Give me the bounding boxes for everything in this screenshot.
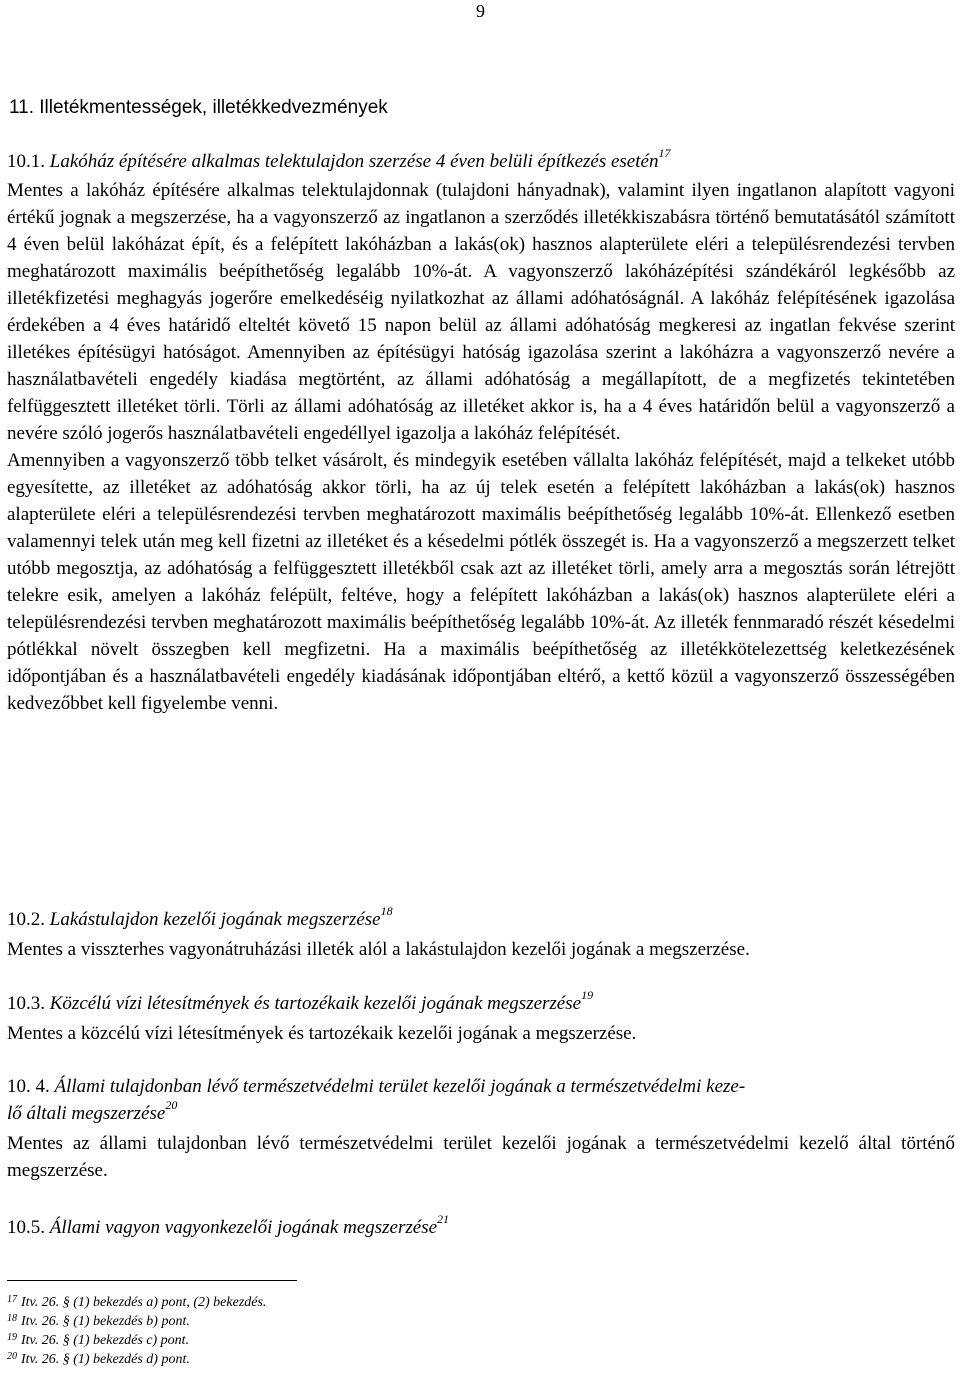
section-heading: lő általi megszerzése <box>7 1103 166 1124</box>
section-body-10-1 <box>7 177 955 717</box>
section-number: 10. 4. <box>7 1076 50 1097</box>
paragraph: Mentes a visszterhes vagyonátruházási illeték alól a lakástulajdon kezelői jogának a megszerzése. <box>7 939 750 960</box>
footnote <box>7 1313 266 1332</box>
footnote-number: 18 <box>7 1313 17 1324</box>
page-number: 9 <box>476 1 485 21</box>
paragraph: Mentes a közcélú vízi létesítmények és tartozékaik kezelői jogának a megszerzése. <box>7 1023 637 1044</box>
footnote-ref: 21 <box>437 1212 450 1226</box>
section-heading: Állami vagyon vagyonkezelői jogának megszerzése <box>49 1217 438 1238</box>
footnote <box>7 1332 266 1351</box>
section-title-10-4-cont <box>7 1098 178 1127</box>
footnote <box>7 1351 266 1370</box>
footnote-ref: 18 <box>380 904 393 918</box>
footnote-text: Itv. 26. § (1) bekezdés c) pont. <box>21 1333 190 1348</box>
section-number: 10.3. <box>7 993 45 1014</box>
footnote-text: Itv. 26. § (1) bekezdés d) pont. <box>21 1352 190 1367</box>
footnotes <box>7 1294 266 1370</box>
paragraph: Mentes az állami tulajdonban lévő természetvédelmi terület kezelői jogának a természetvédelmi kezelő által történő megszerzése. <box>7 1133 955 1181</box>
section-number: 10.5. <box>7 1217 45 1238</box>
section-title-10-3 <box>7 988 594 1017</box>
footnote-ref: 19 <box>581 988 594 1002</box>
section-title-10-1 <box>7 146 671 175</box>
footnote-ref: 17 <box>658 146 671 160</box>
section-heading: Közcélú vízi létesítmények és tartozékaik kezelői jogának megszerzése <box>49 993 582 1014</box>
chapter-title: 11. Illetékmentességek, illetékkedvezmények <box>9 97 388 118</box>
section-title-10-4 <box>7 1075 745 1099</box>
section-title-10-5 <box>7 1212 450 1241</box>
footnote-number: 20 <box>7 1351 17 1362</box>
footnote-number: 19 <box>7 1332 17 1343</box>
paragraph: Mentes a lakóház építésére alkalmas telektulajdonnak (tulajdoni hányadnak), valamint ilyen ingatlanon alapított vagyoni értékű jognak a megszerzése, ha a vagyonszerző az ingatlanon a szerződés illetékkiszabásra történő bemutatásától számított 4 éven belül lakóházat épít, és a felépített lakóházban a lakás(ok) hasznos alapterülete eléri a településrendezési tervben meghatározott maximális beépíthetőség legalább 10%-át. A vagyonszerző lakóházépítési szándékáról legkésőbb az illetékfizetési meghagyás jogerőre emelkedéséig nyilatkozhat az állami adóhatóságnál. A lakóház felépítésének igazolása érdekében a 4 éves határidő elteltét követő 15 napon belül az állami adóhatóság megkeresi az ingatlan fekvése szerint illetékes építésügyi hatóságot. Amennyiben az építésügyi hatóság igazolása szerint a lakóházra a vagyonszerző nevére a használatbavételi engedély kiadása megtörtént, az állami adóhatóság a megállapított, de a megfizetés tekintetében felfüggesztett illetéket törli. Törli az állami adóhatóság az illetéket akkor is, ha a 4 éves határidőn belül a vagyonszerző a nevére szóló jogerős használatbavételi engedéllyel igazolja a lakóház felépítését. <box>7 180 955 444</box>
footnote <box>7 1294 266 1313</box>
section-number: 10.1. <box>7 151 45 172</box>
section-heading: Állami tulajdonban lévő természetvédelmi terület kezelői jogának a természetvédelmi keze- <box>54 1076 746 1097</box>
footnote-divider <box>7 1280 297 1281</box>
section-heading: Lakóház építésére alkalmas telektulajdon szerzése 4 éven belüli építkezés esetén <box>49 151 659 172</box>
footnote-text: Itv. 26. § (1) bekezdés a) pont, (2) bekezdés. <box>21 1295 267 1310</box>
section-body-10-4 <box>7 1130 955 1184</box>
footnote-text: Itv. 26. § (1) bekezdés b) pont. <box>21 1314 190 1329</box>
section-heading: Lakástulajdon kezelői jogának megszerzése <box>49 909 381 930</box>
section-title-10-2 <box>7 904 393 933</box>
section-body-10-2 <box>7 936 955 963</box>
section-number: 10.2. <box>7 909 45 930</box>
paragraph: Amennyiben a vagyonszerző több telket vásárolt, és mindegyik esetében vállalta lakóház felépítését, majd a telkeket utóbb egyesítette, az illetéket az adóhatóság akkor törli, ha az új telek esetén a felépített lakóházban a lakás(ok) hasznos alapterülete eléri a településrendezési tervben meghatározott maximális beépíthetőség legalább 10%-át. Ellenkező esetben valamennyi telek után meg kell fizetni az illetéket és a késedelmi pótlék összegét is. Ha a vagyonszerző a megszerzett telket utóbb megosztja, az adóhatóság a felfüggesztett illetékből csak azt az illetéket törli, amely arra a megosztás során létrejött telekre esik, amelyen a lakóház felépült, feltéve, hogy a felépített lakóházban a lakás(ok) hasznos alapterülete eléri a településrendezési tervben meghatározott maximális beépíthetőség legalább 10%-át. Az illeték fennmaradó részét késedelmi pótlékkal növelt összegben kell megfizetni. Ha a maximális beépíthetőség az illetékkötelezettség keletkezésének időpontjában és a használatbavételi engedély kiadásának időpontjában eltérő, a kettő közül a vagyonszerző összességében kedvezőbbet kell figyelembe venni. <box>7 450 955 714</box>
footnote-number: 17 <box>7 1294 17 1305</box>
section-body-10-3 <box>7 1020 955 1047</box>
footnote-ref: 20 <box>165 1098 178 1112</box>
